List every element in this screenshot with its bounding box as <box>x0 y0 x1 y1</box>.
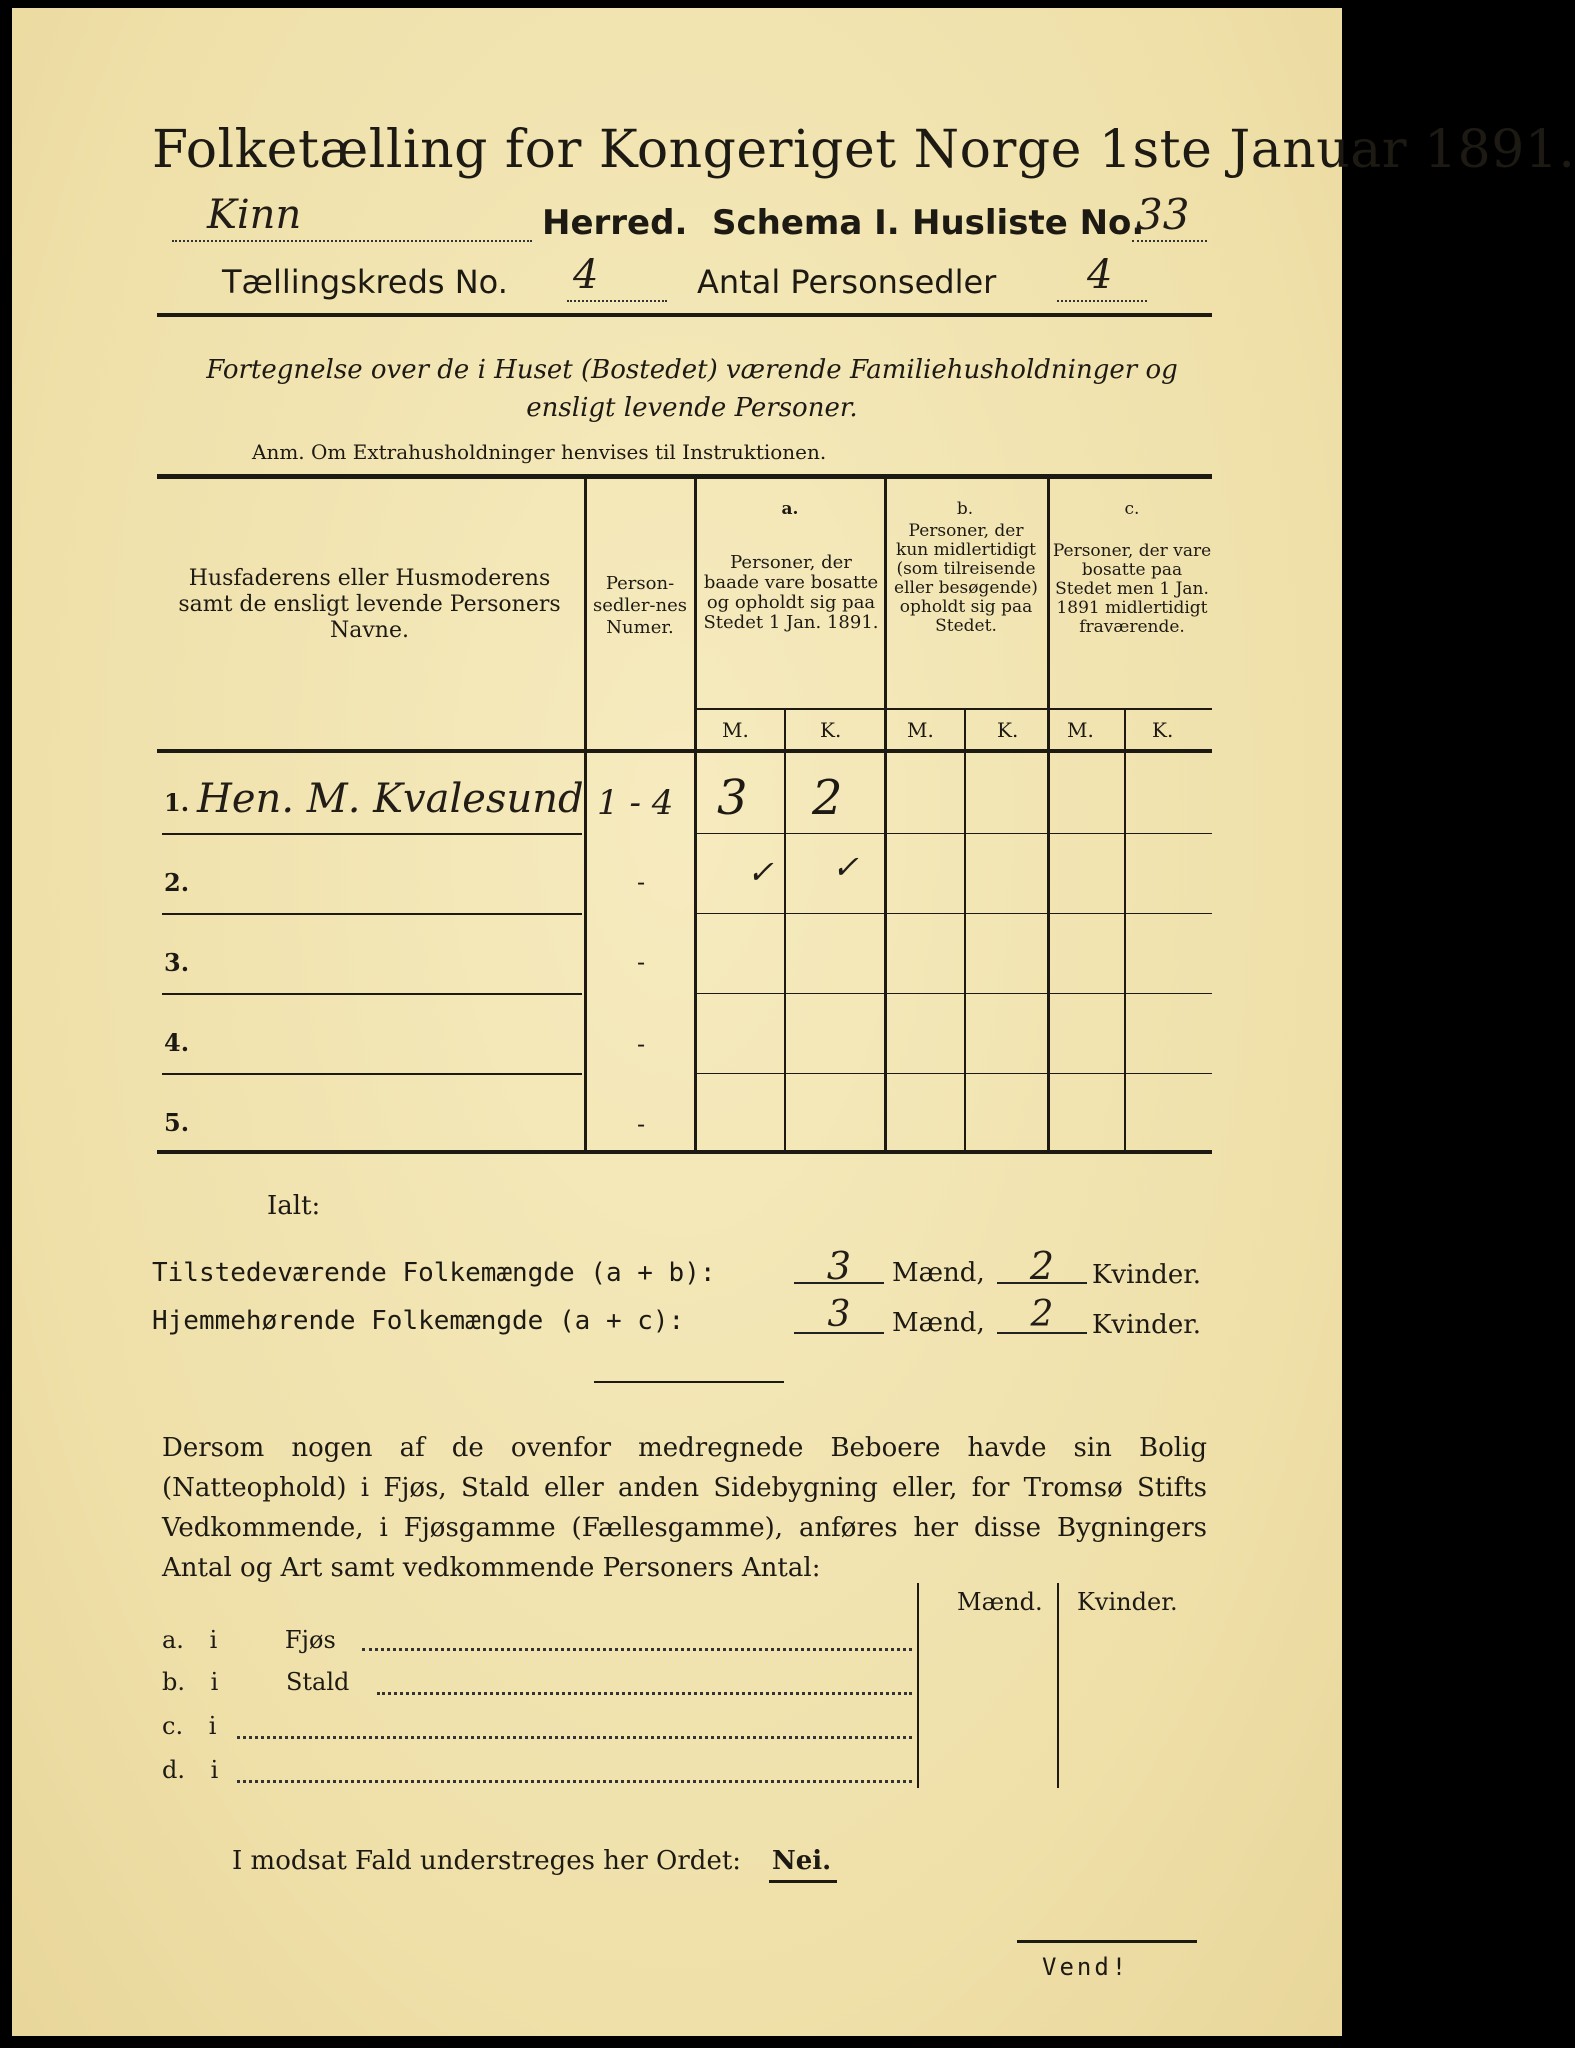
buildings-divider-2 <box>1057 1583 1059 1788</box>
row-line <box>696 1073 1212 1074</box>
intro-text: Fortegnelse over de i Huset (Bostedet) værende Familiehusholdninger og ensligt levende Personer. <box>206 355 1178 423</box>
maend-column-header: Mænd. <box>957 1588 1043 1616</box>
col-name-header: Husfaderens eller Husmoderens samt de ensligt levende Personers Navne. <box>178 566 561 643</box>
table-top-rule <box>157 474 1212 479</box>
building-item-b <box>162 1668 349 1696</box>
husliste-value: 33 <box>1136 190 1190 239</box>
buildings-divider-1 <box>917 1583 919 1788</box>
hjemme-kvinder-value: 2 <box>1030 1294 1054 1335</box>
tilstede-maend-value: 3 <box>826 1244 852 1288</box>
hjemme-label: Hjemmehørende Folkemængde (a + c): <box>152 1306 685 1336</box>
col-a-header: Personer, der baade vare bosatte og opholdt sig paa Stedet 1 Jan. 1891. <box>703 552 879 633</box>
row-number: 3. <box>164 948 190 977</box>
nei-underline <box>769 1880 837 1883</box>
row-number: 4. <box>164 1028 190 1057</box>
row-line <box>162 1073 582 1075</box>
building-item-a <box>162 1626 336 1654</box>
vend-label: Vend! <box>1042 1953 1130 1981</box>
kreds-label: Tællingskreds No. <box>222 263 508 301</box>
row-number: 5. <box>164 1108 190 1137</box>
row-line <box>696 833 1212 834</box>
row-line <box>162 913 582 915</box>
item-prep: i <box>210 1668 219 1696</box>
personsedler-number: 1 - 4 <box>597 783 674 823</box>
table-header-rule <box>157 749 1212 753</box>
herred-label: Herred. <box>542 203 688 243</box>
item-letter: b. <box>162 1668 185 1696</box>
divider-2 <box>694 479 697 1150</box>
modsat-text: I modsat Fald understreges her Ordet: <box>232 1846 742 1876</box>
divider-a-mk <box>784 708 786 1150</box>
c-k-header: K. <box>1152 718 1174 742</box>
divider-b-mk <box>964 708 966 1150</box>
item-label: Fjøs <box>284 1626 336 1654</box>
row-number: 1. <box>164 788 190 817</box>
col-c-letter: c. <box>1124 499 1140 519</box>
hjemme-maend-value: 3 <box>827 1294 851 1335</box>
kreds-value: 4 <box>573 252 599 298</box>
household-name: Hen. M. Kvalesund <box>197 776 584 822</box>
table-bottom-rule <box>157 1150 1212 1154</box>
dotted-line <box>237 1780 912 1783</box>
dotted-line <box>362 1648 912 1651</box>
mk-rule <box>696 708 1212 710</box>
header-rule <box>157 313 1212 317</box>
kvinder-column-header: Kvinder. <box>1077 1588 1178 1616</box>
a-maend-value: 3 <box>717 770 748 826</box>
dotted-line <box>377 1692 912 1695</box>
nei-word: Nei. <box>772 1846 832 1876</box>
personsedler-number: - <box>637 868 646 896</box>
item-prep: i <box>210 1756 219 1784</box>
personsedler-number: - <box>637 948 646 976</box>
hjemme-maend-field <box>794 1294 884 1334</box>
col-b-letter: b. <box>956 499 974 519</box>
personsedler-value: 4 <box>1087 252 1113 298</box>
c-m-header: M. <box>1067 718 1094 742</box>
herred-value: Kinn <box>207 192 302 238</box>
a-m-header: M. <box>722 718 749 742</box>
hjemme-kvinder-field <box>997 1294 1087 1334</box>
row-line <box>696 993 1212 994</box>
item-label: Stald <box>285 1668 350 1696</box>
hjemme-maend-label: Mænd, <box>892 1308 985 1338</box>
item-letter: d. <box>162 1756 185 1784</box>
a-kvinder-value: 2 <box>812 770 843 826</box>
item-letter: c. <box>162 1712 184 1740</box>
col-b-header: Personer, der kun midlertidigt (som tilreisende eller besøgende) opholdt sig paa Stedet. <box>894 521 1038 636</box>
anm-note: Anm. Om Extrahusholdninger henvises til Instruktionen. <box>252 440 827 464</box>
building-item-c <box>162 1712 216 1740</box>
tilstede-maend-field <box>794 1244 884 1288</box>
a-k-header: K. <box>820 718 842 742</box>
vend-rule <box>1017 1940 1197 1943</box>
hjemme-kvinder-label: Kvinder. <box>1092 1310 1202 1340</box>
divider-c-mk <box>1124 708 1126 1150</box>
b-k-header: K. <box>997 718 1019 742</box>
personsedler-field <box>1057 252 1147 302</box>
tilstede-kvinder-label: Kvinder. <box>1092 1260 1202 1290</box>
dotted-line <box>237 1736 912 1739</box>
divider-1 <box>584 479 587 1150</box>
tilstede-maend-label: Mænd, <box>892 1258 985 1288</box>
a-kvinder-check: ✓ <box>832 848 859 886</box>
schema-label: Schema I. <box>712 203 900 243</box>
separator-rule <box>594 1381 784 1383</box>
personsedler-number: - <box>637 1030 646 1058</box>
row-line <box>696 913 1212 914</box>
col-number-header: Person-sedler-nes Numer. <box>593 573 687 638</box>
item-prep: i <box>208 1712 217 1740</box>
a-maend-check: ✓ <box>747 853 774 891</box>
col-a-letter: a. <box>781 499 799 519</box>
item-prep: i <box>209 1626 218 1654</box>
divider-3 <box>884 479 887 1150</box>
kreds-field <box>567 252 667 302</box>
tilstede-kvinder-value: 2 <box>1029 1244 1055 1288</box>
col-c-header: Personer, der vare bosatte paa Stedet men 1 Jan. 1891 midlertidigt fraværende. <box>1052 541 1212 637</box>
ialt-label: Ialt: <box>267 1191 321 1221</box>
row-line <box>162 833 582 835</box>
divider-4 <box>1047 479 1050 1150</box>
husliste-field <box>1132 190 1207 242</box>
tilstede-label: Tilstedeværende Folkemængde (a + b): <box>152 1258 716 1288</box>
personsedler-number: - <box>637 1110 646 1138</box>
census-form <box>12 8 1575 2036</box>
item-letter: a. <box>162 1626 184 1654</box>
building-item-d <box>162 1756 218 1784</box>
herred-field <box>172 192 532 242</box>
form-title: Folketælling for Kongeriget Norge 1ste Januar 1891. <box>152 120 1575 180</box>
personsedler-label: Antal Personsedler <box>697 263 997 301</box>
row-line <box>162 993 582 995</box>
tilstede-kvinder-field <box>997 1244 1087 1288</box>
row-number: 2. <box>164 868 190 897</box>
husliste-label: Husliste No. <box>912 203 1145 243</box>
b-m-header: M. <box>907 718 934 742</box>
sidebuilding-paragraph: Dersom nogen af de ovenfor medregnede Beboere havde sin Bolig (Natteophold) i Fjøs, Stald eller anden Sidebygning eller, for Tromsø Stifts Vedkommende, i Fjøsgamme (Fællesgamme), anføres her disse Bygningers Antal og Art samt vedkommende Personers Antal: <box>162 1433 1207 1583</box>
